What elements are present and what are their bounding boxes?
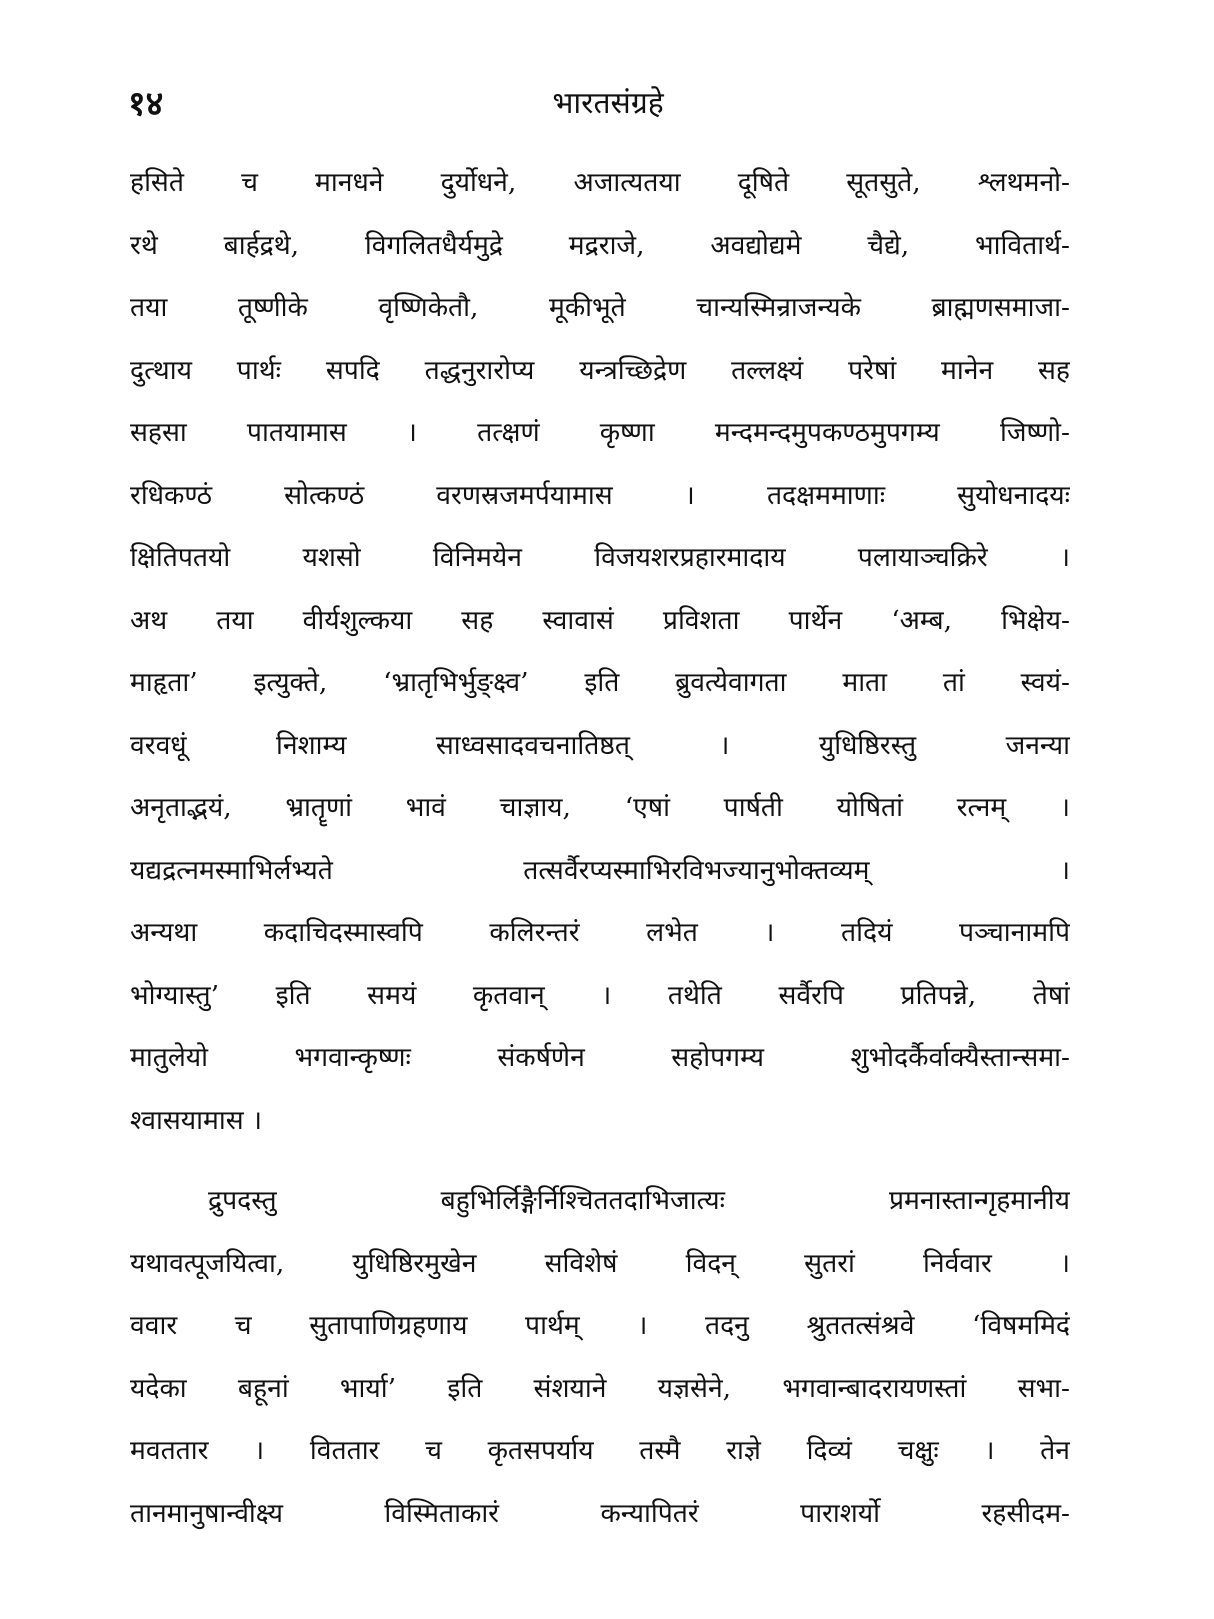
text-line: भोग्यास्तु’ इति समयं कृतवान् । तथेति सर्वैरपि प्रतिपन्ने, तेषां xyxy=(130,979,1070,1011)
text-line: मवततार । विततार च कृतसपर्याय तस्मै राज्ञे दिव्यं चक्षुः । तेन xyxy=(130,1435,1070,1466)
text-line: अथ तया वीर्यशुल्कया सह स्वावासं प्रविशता पार्थेन ‘अम्ब, भिक्षेय- xyxy=(130,604,1070,636)
paragraph-gap xyxy=(130,1152,1070,1170)
text-line: वरवधूं निशाम्य साध्वसादवचनातिष्ठत् । युधिष्ठिरस्तु जनन्या xyxy=(130,729,1070,761)
text-line: सहसा पातयामास । तत्क्षणं कृष्णा मन्दमन्दमुपकण्ठमुपगम्य जिष्णो- xyxy=(130,417,1070,448)
text-line: अनृताद्भयं, भ्रातॄणां भावं चाज्ञाय, ‘एषां पार्षती योषितां रत्नम् । xyxy=(130,792,1070,823)
body-text xyxy=(130,152,1070,1545)
text-line: यद्यद्रत्नमस्माभिर्लभ्यते तत्सर्वैरप्यस्माभिरविभज्यानुभोक्तव्यम् । xyxy=(130,854,1070,886)
text-line: मातुलेयो भगवान्कृष्णः संकर्षणेन सहोपगम्य शुभोदर्कैर्वाक्यैस्तान्समा- xyxy=(130,1042,1070,1073)
text-line: तानमानुषान्वीक्ष्य विस्मिताकारं कन्यापितरं पाराशर्यो रहसीदम- xyxy=(130,1497,1070,1529)
paragraph-1 xyxy=(130,152,1070,1152)
text-line: द्रुपदस्तु बहुभिर्लिङ्गैर्निश्चिततदाभिजात्यः प्रमनास्तान्गृहमानीय xyxy=(208,1185,1070,1216)
text-line: क्षितिपतयो यशसो विनिमयेन विजयशरप्रहारमादाय पलायाञ्चक्रिरे । xyxy=(130,542,1070,573)
text-line: माहृता’ इत्युक्ते, ‘भ्रातृभिर्भुङ्क्ष्व’ इति ब्रुवत्येवागता माता तां स्वयं- xyxy=(130,667,1070,698)
text-line: श्वासयामास । xyxy=(130,1104,263,1136)
paragraph-2 xyxy=(130,1170,1070,1545)
text-line: यथावत्पूजयित्वा, युधिष्ठिरमुखेन सविशेषं विदन् सुतरां निर्ववार । xyxy=(130,1247,1070,1279)
text-line: तया तूष्णीके वृष्णिकेतौ, मूकीभूते चान्यस्मिन्राजन्यके ब्राह्मणसमाजा- xyxy=(130,292,1070,323)
running-title: भारतसंग्रहे xyxy=(552,86,664,121)
text-line: यदेका बहूनां भार्या’ इति संशयाने यज्ञसेने, भगवान्बादरायणस्तां सभा- xyxy=(130,1372,1070,1404)
text-line: रथे बार्हद्रथे, विगलितधैर्यमुद्रे मद्रराजे, अवद्योद्यमे चैद्ये, भावितार्थ- xyxy=(130,229,1070,261)
text-line: ववार च सुतापाणिग्रहणाय पार्थम् । तदनु श्रुततत्संश्रवे ‘विषममिदं xyxy=(130,1310,1070,1341)
text-line: हसिते च मानधने दुर्योधने, अजात्यतया दूषिते सूतसुते, श्लथमनो- xyxy=(130,167,1070,198)
text-line: रधिकण्ठं सोत्कण्ठं वरणस्रजमर्पयामास । तदक्षममाणाः सुयोधनादयः xyxy=(130,479,1070,511)
running-head xyxy=(128,82,1088,126)
text-line: अन्यथा कदाचिदस्मास्वपि कलिरन्तरं लभेत । तदियं पञ्चानामपि xyxy=(130,917,1070,948)
text-line: दुत्थाय पार्थः सपदि तद्धनुरारोप्य यन्त्रच्छिद्रेण तल्लक्ष्यं परेषां मानेन सह xyxy=(130,354,1070,386)
page-number: १४ xyxy=(128,84,164,124)
